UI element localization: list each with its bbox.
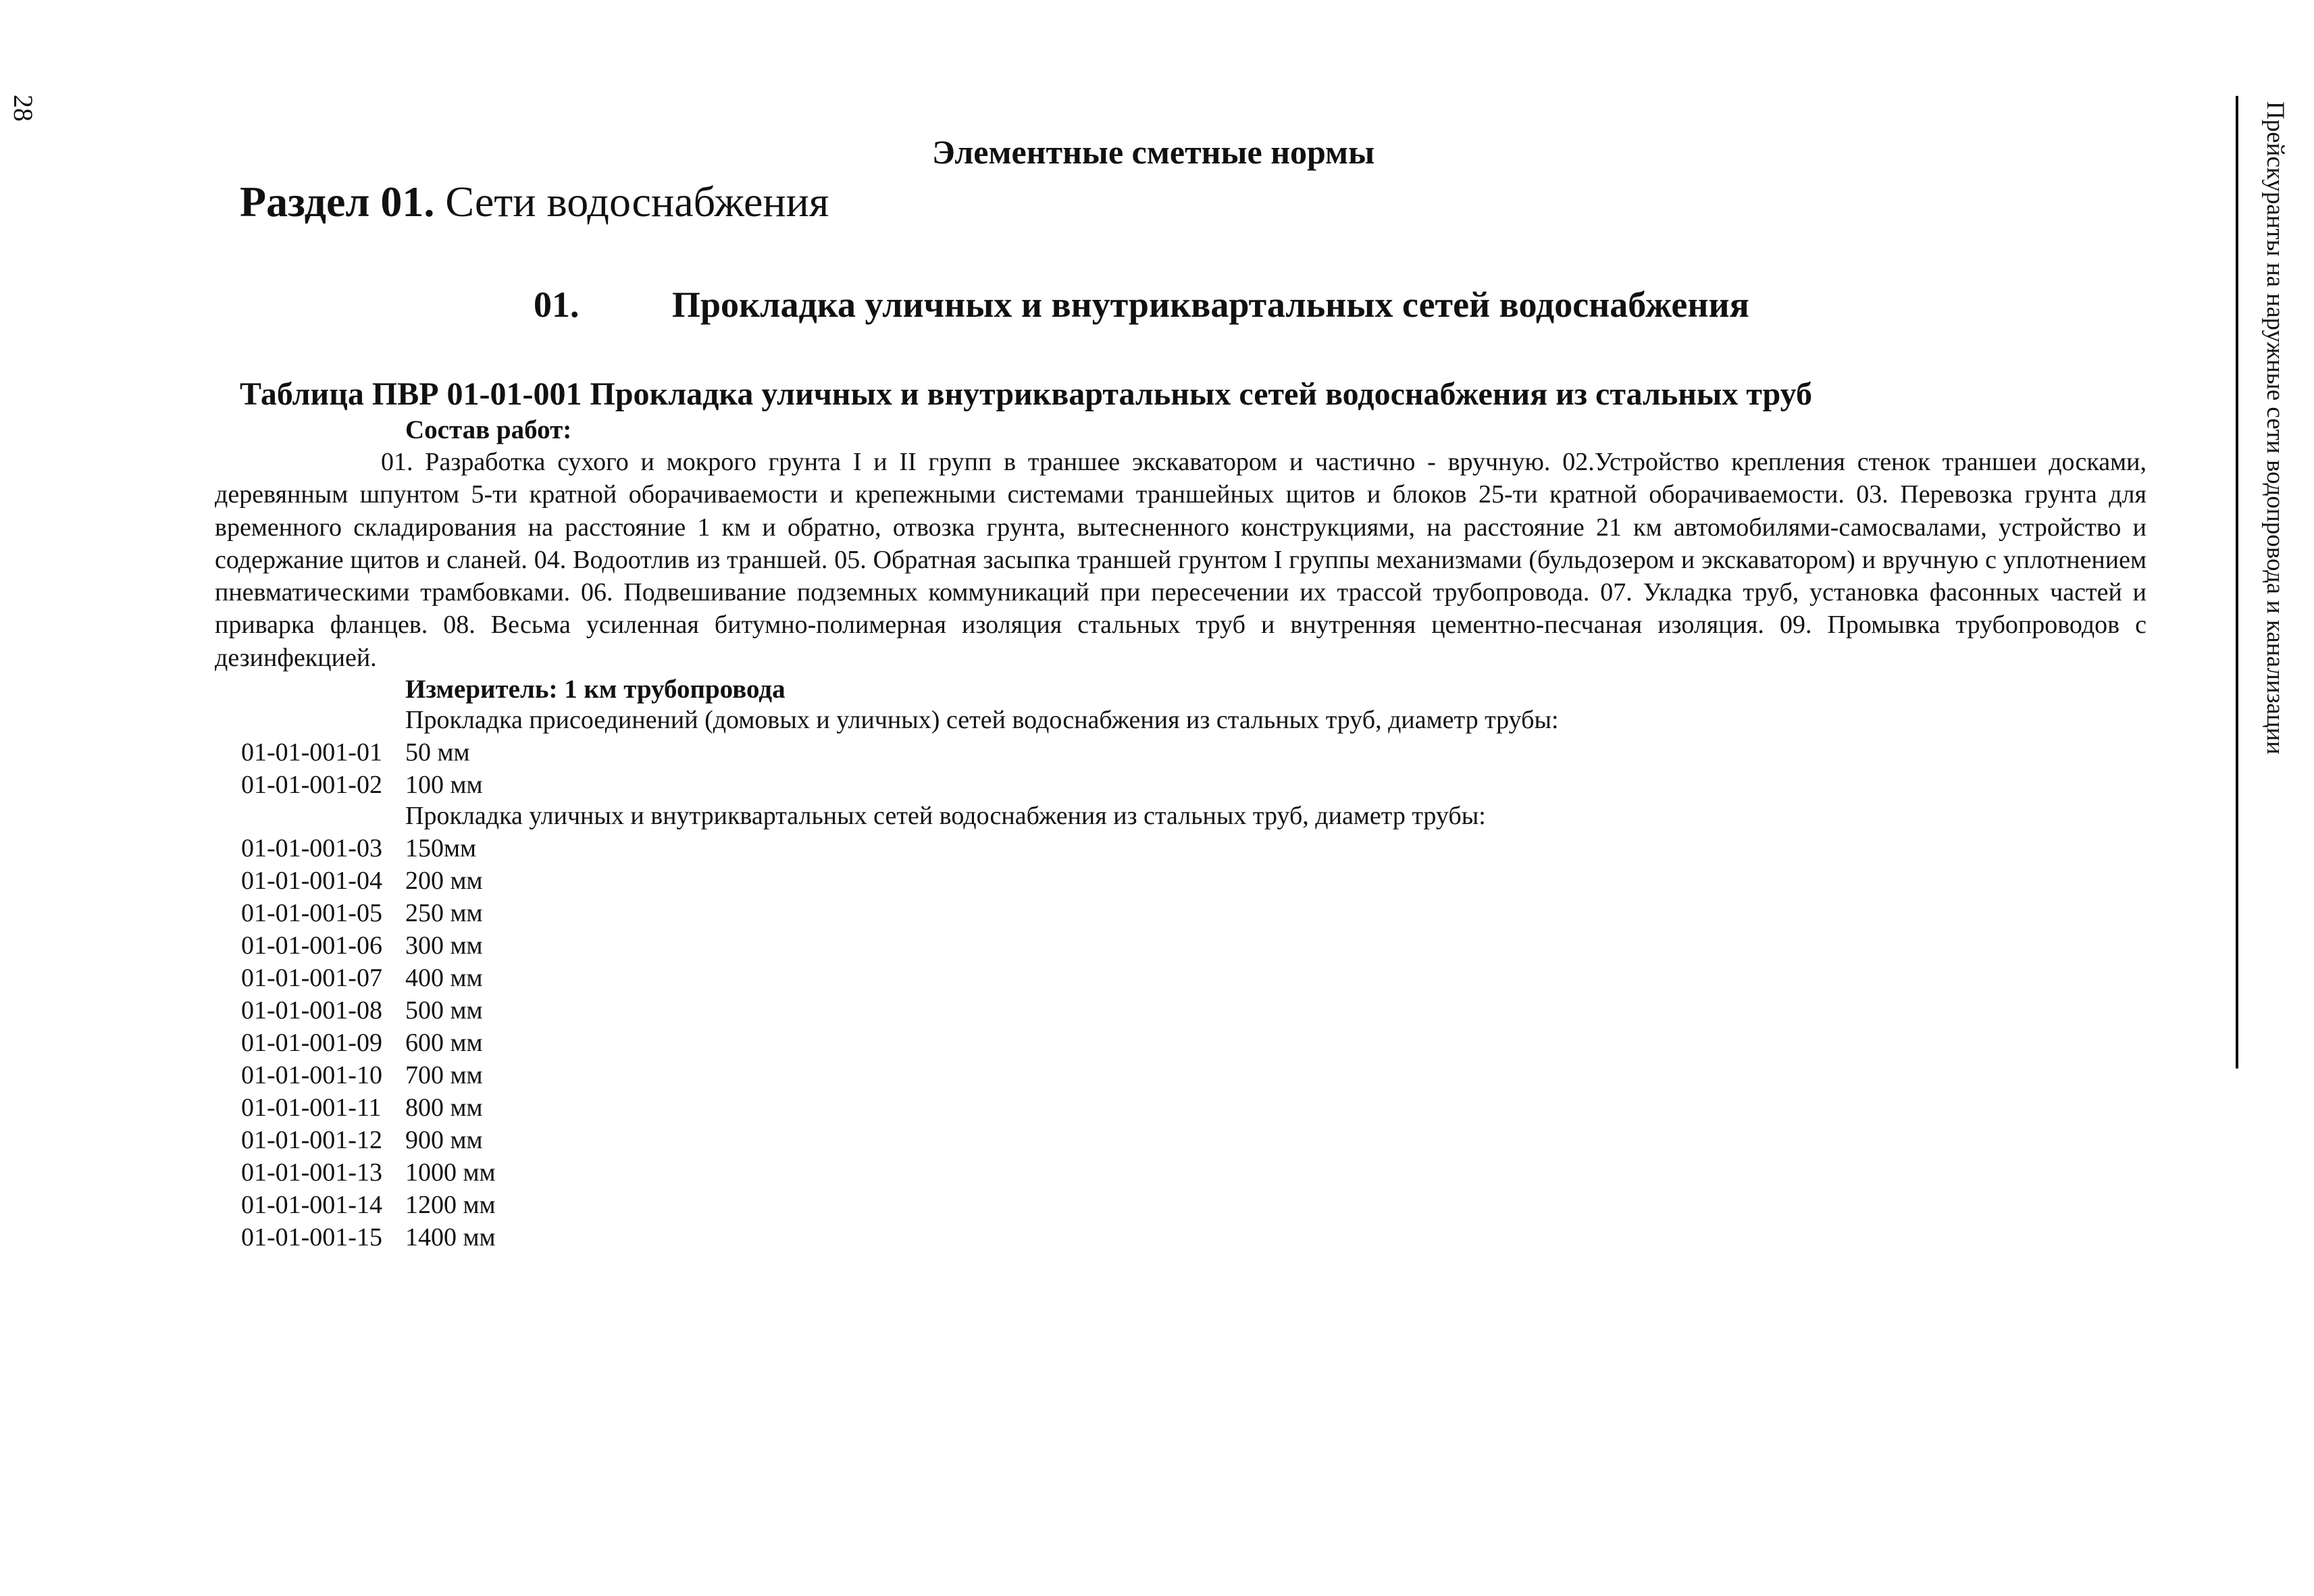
group-caption: Прокладка присоединений (домовых и уличных) сетей водоснабжения из стальных труб, диаметр трубы:: [405, 706, 1559, 734]
code-list: [241, 736, 483, 801]
norm-code: 01-01-001-09: [241, 1029, 382, 1057]
pipe-diameter: 900 мм: [405, 1126, 483, 1154]
norm-code: 01-01-001-01: [241, 738, 382, 767]
norm-code: 01-01-001-11: [241, 1093, 382, 1122]
norm-code: 01-01-001-05: [241, 899, 382, 927]
pipe-diameter: 300 мм: [405, 931, 483, 960]
subsection-name: Прокладка уличных и внутриквартальных сетей водоснабжения: [672, 284, 1749, 325]
norm-code: 01-01-001-14: [241, 1191, 382, 1219]
measure-label: Измеритель: 1 км трубопровода: [405, 675, 786, 704]
norm-code: 01-01-001-08: [241, 996, 382, 1025]
page-number: 28: [8, 95, 38, 122]
list-item: [241, 962, 496, 994]
pipe-diameter: 150мм: [405, 834, 477, 863]
header-rule: [2236, 96, 2238, 1069]
code-list: [241, 832, 496, 1254]
section-number: Раздел 01.: [240, 178, 435, 226]
pipe-diameter: 200 мм: [405, 867, 483, 895]
list-item: [241, 1124, 496, 1156]
norm-code: 01-01-001-10: [241, 1061, 382, 1089]
list-item: [241, 865, 496, 897]
pipe-diameter: 50 мм: [405, 738, 470, 767]
norm-code: 01-01-001-15: [241, 1223, 382, 1252]
norm-code: 01-01-001-12: [241, 1126, 382, 1154]
list-item: [241, 1156, 496, 1189]
section-title: [240, 177, 829, 227]
composition-text: 01. Разработка сухого и мокрого грунта I и II групп в траншее экскаватором и частично - вручную. 02.Устройство крепления стенок траншеи досками, деревянным шпунтом 5-ти кратной оборачиваемости и крепежными системами траншейных щитов и блоков 25-ти кратной оборачиваемости. 03. Перевозка грунта для временного складирования на расстояние 1 км и обратно, отвозка грунта, вытесненного конструкциями, на расстояние 21 км автомобилями-самосвалами, устройство и содержание щитов и сланей. 04. Водоотлив из траншей. 05. Обратная засыпка траншей грунтом I группы механизмами (бульдозером и экскаватором) и вручную с уплотнением пневматическими трамбовками. 06. Подвешивание подземных коммуникаций при пересечении их трассой трубопровода. 07. Укладка труб, установка фасонных частей и приварка фланцев. 08. Весьма усиленная битумно-полимерная изоляция стальных труб и внутренняя цементно-песчаная изоляция. 09. Промывка трубопроводов с дезинфекцией.: [215, 448, 2146, 672]
subsection-title: [534, 284, 1749, 326]
list-item: [241, 1189, 496, 1221]
norm-code: 01-01-001-03: [241, 834, 382, 863]
pipe-diameter: 1200 мм: [405, 1191, 496, 1219]
list-item: [241, 929, 496, 962]
list-item: [241, 994, 496, 1027]
norm-code: 01-01-001-06: [241, 931, 382, 960]
pipe-diameter: 600 мм: [405, 1029, 483, 1057]
running-header: Прейскуранты на наружные сети водопровода и канализации: [2261, 101, 2289, 755]
norm-code: 01-01-001-02: [241, 771, 382, 799]
section-name: Сети водоснабжения: [445, 178, 829, 226]
list-item: [241, 1221, 496, 1254]
group-caption: Прокладка уличных и внутриквартальных сетей водоснабжения из стальных труб, диаметр трубы:: [405, 802, 1486, 830]
pipe-diameter: 800 мм: [405, 1093, 483, 1122]
pipe-diameter: 700 мм: [405, 1061, 483, 1089]
pipe-diameter: 500 мм: [405, 996, 483, 1025]
document-heading: Элементные сметные нормы: [932, 133, 1375, 171]
list-item: [241, 1027, 496, 1059]
composition-label: Состав работ:: [405, 415, 572, 444]
norm-code: 01-01-001-04: [241, 867, 382, 895]
pipe-diameter: 250 мм: [405, 899, 483, 927]
list-item: [241, 1091, 496, 1124]
norm-code: 01-01-001-07: [241, 964, 382, 992]
list-item: [241, 769, 483, 801]
pipe-diameter: 100 мм: [405, 771, 483, 799]
list-item: [241, 832, 496, 865]
pipe-diameter: 1000 мм: [405, 1158, 496, 1187]
norm-code: 01-01-001-13: [241, 1158, 382, 1187]
subsection-number: 01.: [534, 284, 580, 325]
list-item: [241, 1059, 496, 1091]
table-title: Таблица ПВР 01-01-001 Прокладка уличных и внутриквартальных сетей водоснабжения из стальных труб: [240, 376, 1812, 412]
list-item: [241, 897, 496, 929]
pipe-diameter: 1400 мм: [405, 1223, 496, 1252]
list-item: [241, 736, 483, 769]
pipe-diameter: 400 мм: [405, 964, 483, 992]
